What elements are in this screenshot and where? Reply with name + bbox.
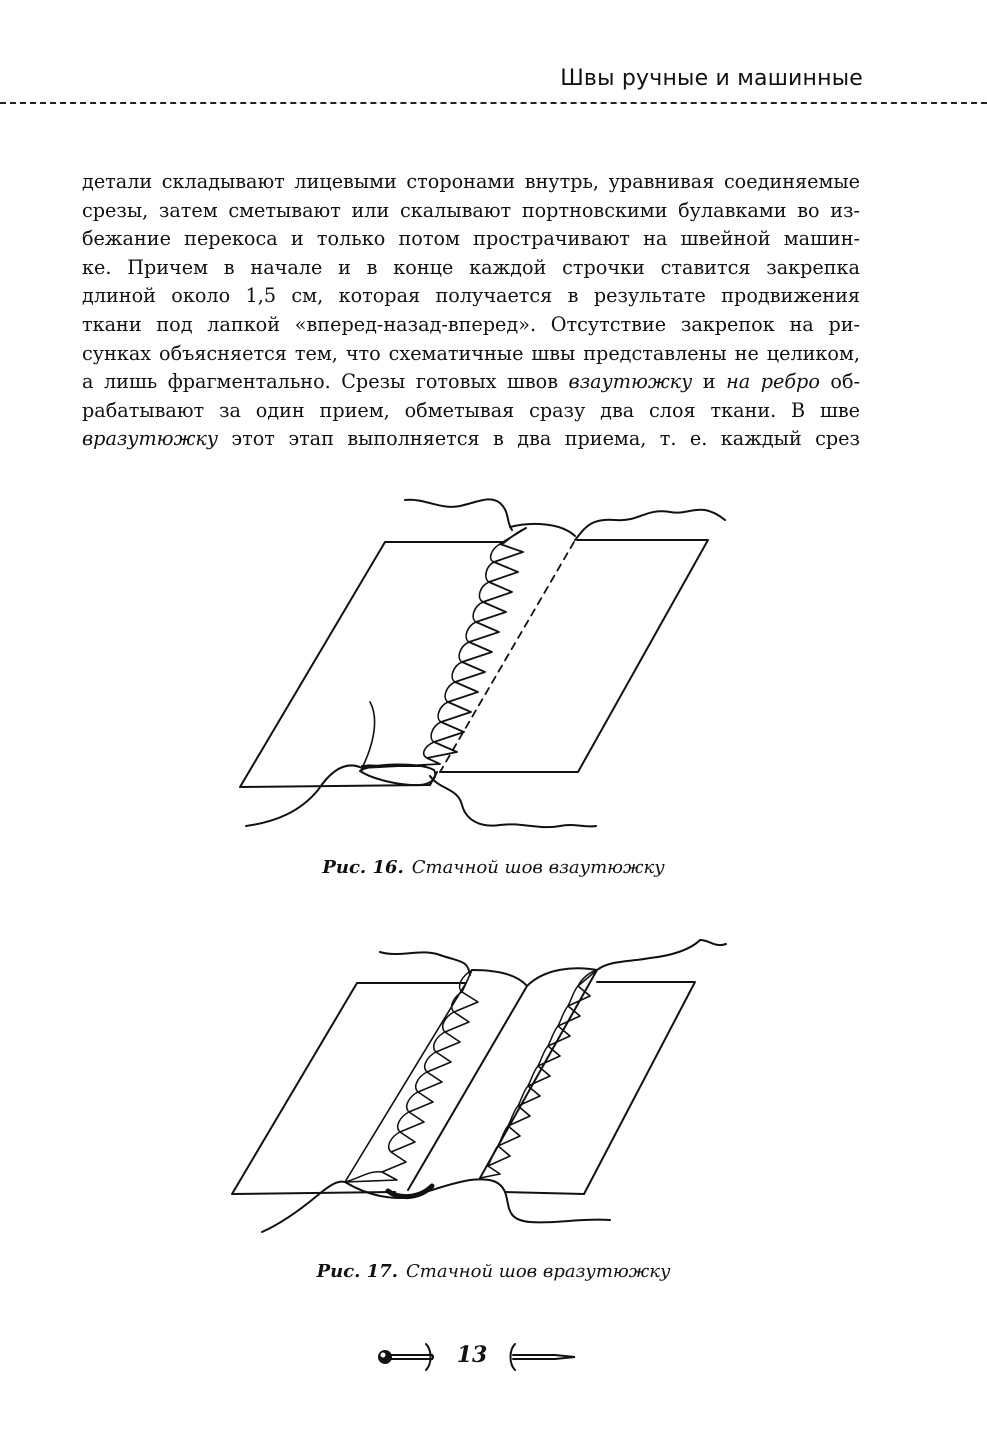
text-run: этот этап выполняется в два приема, т. е. каждый срез	[217, 427, 860, 451]
body-line: детали складывают лицевыми сторонами внутрь, уравнивая соединяемые	[82, 170, 860, 193]
body-line: сунках объясняется тем, что схематичные швы представлены не целиком,	[82, 341, 860, 365]
figure-17-label: Рис. 17.	[316, 1261, 398, 1282]
figure-17-caption	[0, 1261, 987, 1282]
page-number: 13	[456, 1342, 488, 1368]
body-line: ке. Причем в начале и в конце каждой строчки ставится закрепка	[82, 255, 860, 279]
body-line	[82, 368, 860, 397]
seam-pressed-to-side-illustration	[0, 490, 987, 840]
text-run: об-	[819, 370, 860, 394]
text-run: а лишь фрагментально. Срезы готовых швов	[82, 370, 569, 394]
figure-16	[0, 490, 987, 840]
figure-17-caption-text: Стачной шов вразутюжку	[406, 1261, 671, 1282]
figure-16-caption-text: Стачной шов взаутюжку	[411, 857, 665, 878]
figure-17	[0, 930, 987, 1250]
page-footer	[0, 1338, 987, 1378]
body-line: длиной около 1,5 см, которая получается в результате продвижения	[82, 284, 860, 308]
body-line: ткани под лапкой «вперед-назад-вперед». Отсутствие закрепок на ри-	[82, 312, 860, 336]
body-line	[82, 425, 860, 454]
needle-left-icon	[372, 1338, 442, 1378]
body-line: срезы, затем сметывают или скалывают портновскими булавками во из-	[82, 198, 860, 222]
text-run: и	[692, 370, 727, 394]
body-line: бежание перекоса и только потом прострачивают на швейной машин-	[82, 227, 860, 251]
figure-16-caption	[0, 857, 987, 878]
figure-16-label: Рис. 16.	[322, 857, 404, 878]
needle-right-icon	[505, 1338, 580, 1378]
body-line: рабатывают за один прием, обметывая сразу два слоя ткани. В шве	[82, 398, 860, 422]
body-paragraph	[82, 168, 860, 454]
term-na-rebro: на ребро	[726, 370, 820, 394]
seam-pressed-open-illustration	[0, 930, 987, 1250]
term-vrazutyuzhku: вразутюжку	[82, 427, 218, 451]
header-dashed-rule	[0, 102, 987, 104]
term-vzautyuzhku: взаутюжку	[568, 370, 693, 394]
running-head: Швы ручные и машинные	[560, 66, 863, 91]
